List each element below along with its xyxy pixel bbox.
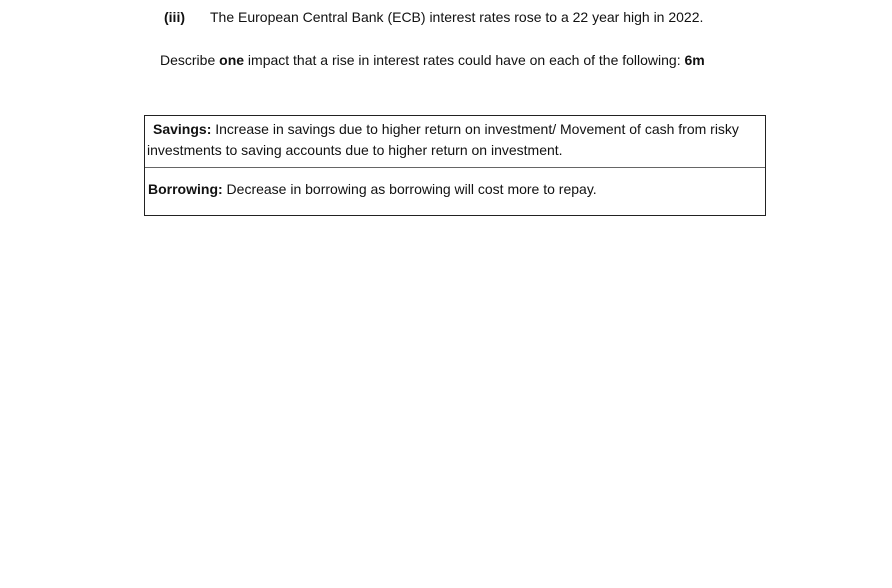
instruction-marks: 6m [684,52,705,68]
answer-term-borrowing: Borrowing: [148,181,223,197]
answer-row-savings [145,116,765,168]
instruction-emphasis: one [219,52,245,68]
answer-table [144,115,766,216]
instruction-post: impact that a rise in interest rates could have on each of the following: [244,52,685,68]
question-number: (iii) [164,9,185,25]
question-text: The European Central Bank (ECB) interest rates rose to a 22 year high in 2022. [210,9,704,25]
question-line [164,8,703,26]
answer-text-borrowing: Decrease in borrowing as borrowing will cost more to repay. [222,181,597,197]
answer-term-savings: Savings: [153,121,212,137]
answer-row-borrowing [145,168,765,215]
answer-text-savings: Increase in savings due to higher return on investment/ Movement of cash from risky investments to saving accounts due to higher return on investment. [147,121,739,158]
instruction-line [160,51,705,69]
instruction-pre: Describe [160,52,220,68]
